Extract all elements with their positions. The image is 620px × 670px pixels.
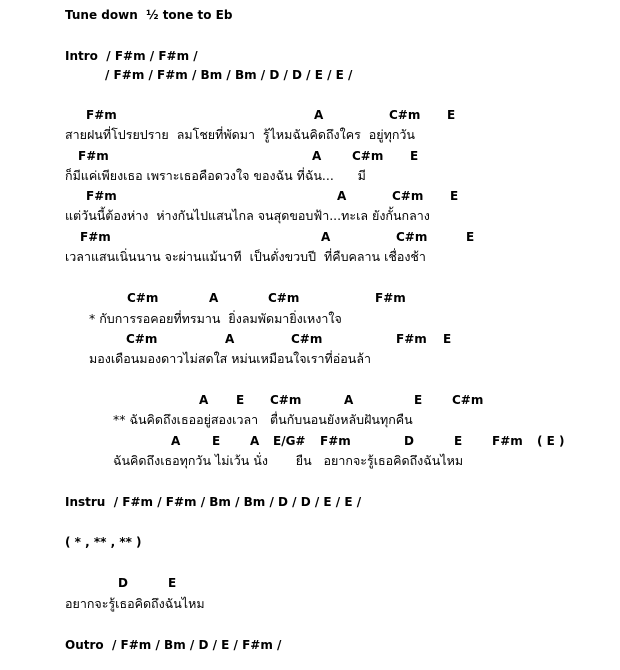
instru-line: Instru / F#m / F#m / Bm / Bm / D / D / E / E / xyxy=(65,495,362,509)
chord: C#m xyxy=(396,230,428,244)
chord: A xyxy=(321,230,331,244)
lyric-line: ฉันคิดถึงเธอทุกวัน ไม่เว้น นั่ง ยืน อยากจะรู้เธอคิดถึงฉันไหม xyxy=(113,453,464,468)
repeat-line: ( * , ** , ** ) xyxy=(65,535,142,549)
intro-line: Intro / F#m / F#m / xyxy=(65,49,198,63)
lyric-line: ก็มีแค่เพียงเธอ เพราะเธอคือดวงใจ ของฉัน ที่ฉัน... มี xyxy=(65,168,366,183)
chord: D xyxy=(118,576,128,590)
intro-line: / F#m / F#m / Bm / Bm / D / D / E / E / xyxy=(105,68,353,82)
outro-line: Outro / F#m / Bm / D / E / F#m / xyxy=(65,638,282,652)
chord: A xyxy=(199,393,209,407)
chord: E xyxy=(212,434,221,448)
chord: F#m xyxy=(86,108,117,122)
chord: C#m xyxy=(452,393,484,407)
chord: A xyxy=(312,149,322,163)
lyric-line: * กับการรอคอยที่ทรมาน ยิ่งลมพัดมายิ่งเหงาใจ xyxy=(89,311,342,326)
chord: C#m xyxy=(389,108,421,122)
tuning-note: Tune down ½ tone to Eb xyxy=(65,8,233,22)
chord: C#m xyxy=(291,332,323,346)
chord: C#m xyxy=(352,149,384,163)
chord: A xyxy=(225,332,235,346)
chord: C#m xyxy=(392,189,424,203)
chord: E xyxy=(466,230,475,244)
chord: E xyxy=(410,149,419,163)
chord: F#m xyxy=(86,189,117,203)
chord: F#m xyxy=(78,149,109,163)
chord: A xyxy=(209,291,219,305)
chord: E xyxy=(454,434,463,448)
lyric-line: อยากจะรู้เธอคิดถึงฉันไหม xyxy=(65,596,205,611)
lyric-line: ** ฉันคิดถึงเธออยู่สองเวลา ตื่นกับนอนยังหลับฝันทุกคืน xyxy=(113,412,413,427)
lyric-line: แต่วันนี้ต้องห่าง ห่างกันไปแสนไกล จนสุดขอบฟ้า...ทะเล ยังกั้นกลาง xyxy=(65,208,430,223)
chord: E xyxy=(236,393,245,407)
chord: E xyxy=(447,108,456,122)
chord: F#m xyxy=(80,230,111,244)
chord: A xyxy=(171,434,181,448)
chord: A xyxy=(337,189,347,203)
chord: F#m xyxy=(375,291,406,305)
chord: F#m xyxy=(320,434,351,448)
chord: ( E ) xyxy=(537,434,565,448)
chord: A xyxy=(250,434,260,448)
chord: E xyxy=(168,576,177,590)
chord: E xyxy=(450,189,459,203)
chord: C#m xyxy=(126,332,158,346)
chord: A xyxy=(344,393,354,407)
chord: C#m xyxy=(270,393,302,407)
chord: E xyxy=(414,393,423,407)
lyric-line: สายฝนที่โปรยปราย ลมโชยที่พัดมา รู้ไหมฉันคิดถึงใคร อยู่ทุกวัน xyxy=(65,127,415,142)
chord: A xyxy=(314,108,324,122)
chord: E/G# xyxy=(273,434,306,448)
chord: C#m xyxy=(127,291,159,305)
lyric-line: เวลาแสนเนิ่นนาน จะผ่านแม้นาที เป็นดั่งขวบปี ที่คืบคลาน เชื่องช้า xyxy=(65,249,426,264)
chord: F#m xyxy=(492,434,523,448)
chord: C#m xyxy=(268,291,300,305)
chord: D xyxy=(404,434,414,448)
chord: E xyxy=(443,332,452,346)
lyric-line: มองเดือนมองดาวไม่สดใส หม่นเหมือนใจเราที่อ่อนล้า xyxy=(89,351,372,366)
chord: F#m xyxy=(396,332,427,346)
